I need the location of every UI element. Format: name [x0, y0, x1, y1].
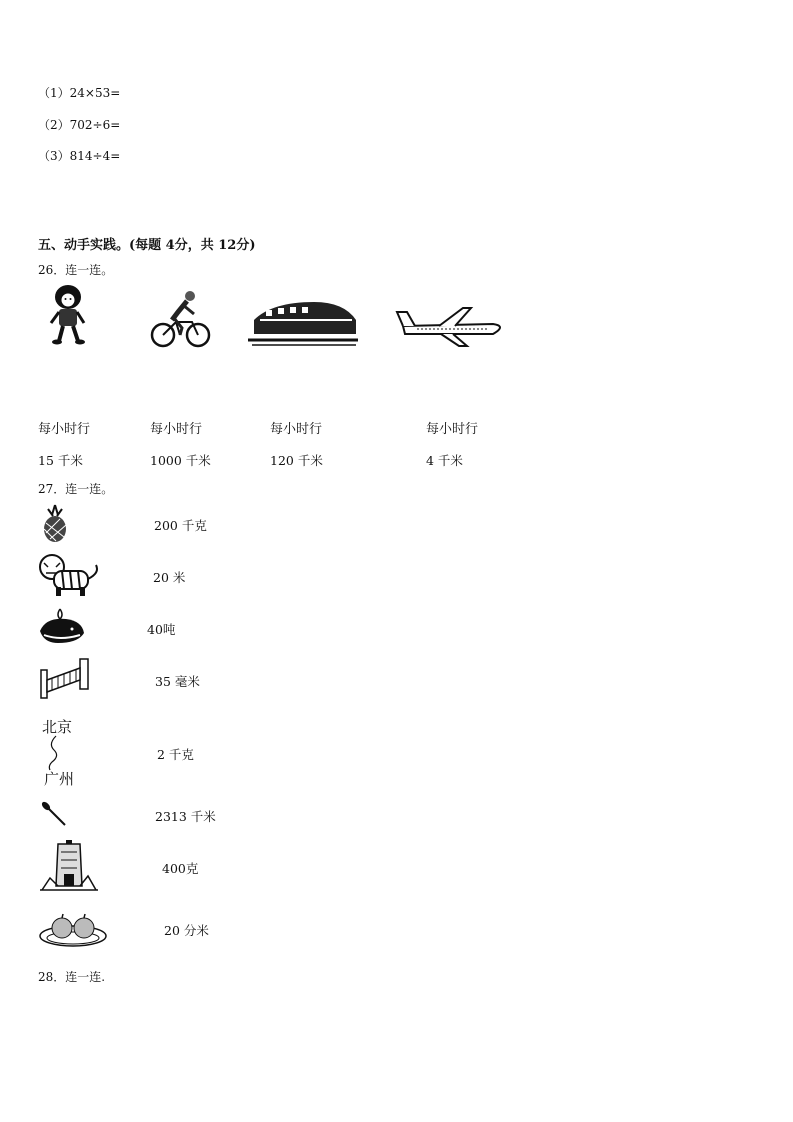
- map-label-guangzhou: 广州: [44, 770, 75, 788]
- speed-value-3: 120 千米: [270, 453, 323, 468]
- cyclist-icon: [150, 290, 212, 350]
- route-line-icon: [44, 736, 64, 770]
- unit-2kg: 2 千克: [157, 747, 194, 762]
- calculation-1: （1）24×53=: [38, 86, 121, 100]
- unit-400g: 400克: [162, 861, 199, 876]
- airplane-icon: [393, 306, 509, 348]
- plate-of-apples-icon: [38, 908, 108, 948]
- unit-40t: 40吨: [147, 622, 176, 637]
- calculation-3: （3）814÷4=: [38, 149, 121, 163]
- nail-icon: [40, 800, 68, 828]
- high-speed-train-icon: [248, 296, 360, 348]
- speed-value-2: 1000 千米: [150, 453, 211, 468]
- unit-20dm: 20 分米: [164, 923, 209, 938]
- calculation-2: （2）702÷6=: [38, 118, 121, 132]
- speed-value-1: 15 千米: [38, 453, 83, 468]
- question-28-title: 28．连一连.: [38, 970, 106, 984]
- map-label-beijing: 北京: [42, 718, 73, 736]
- section-title: 五、动手实践。(每题 4分，共 12分): [38, 238, 256, 253]
- unit-20m: 20 米: [153, 570, 186, 585]
- speed-label-3: 每小时行: [270, 422, 323, 437]
- building-icon: [40, 838, 98, 892]
- pineapple-icon: [40, 505, 70, 543]
- speed-value-4: 4 千米: [426, 453, 463, 468]
- bed-icon: [38, 656, 92, 700]
- unit-2313km: 2313 千米: [155, 809, 216, 824]
- question-26-title: 26．连一连。: [38, 263, 114, 277]
- walking-child-icon: [46, 283, 88, 345]
- unit-35mm: 35 毫米: [155, 674, 200, 689]
- unit-200kg: 200 千克: [154, 518, 207, 533]
- speed-label-2: 每小时行: [150, 422, 203, 437]
- whale-icon: [38, 607, 88, 647]
- speed-label-4: 每小时行: [426, 422, 479, 437]
- tiger-icon: [38, 553, 102, 599]
- speed-label-1: 每小时行: [38, 422, 91, 437]
- question-27-title: 27．连一连。: [38, 482, 114, 496]
